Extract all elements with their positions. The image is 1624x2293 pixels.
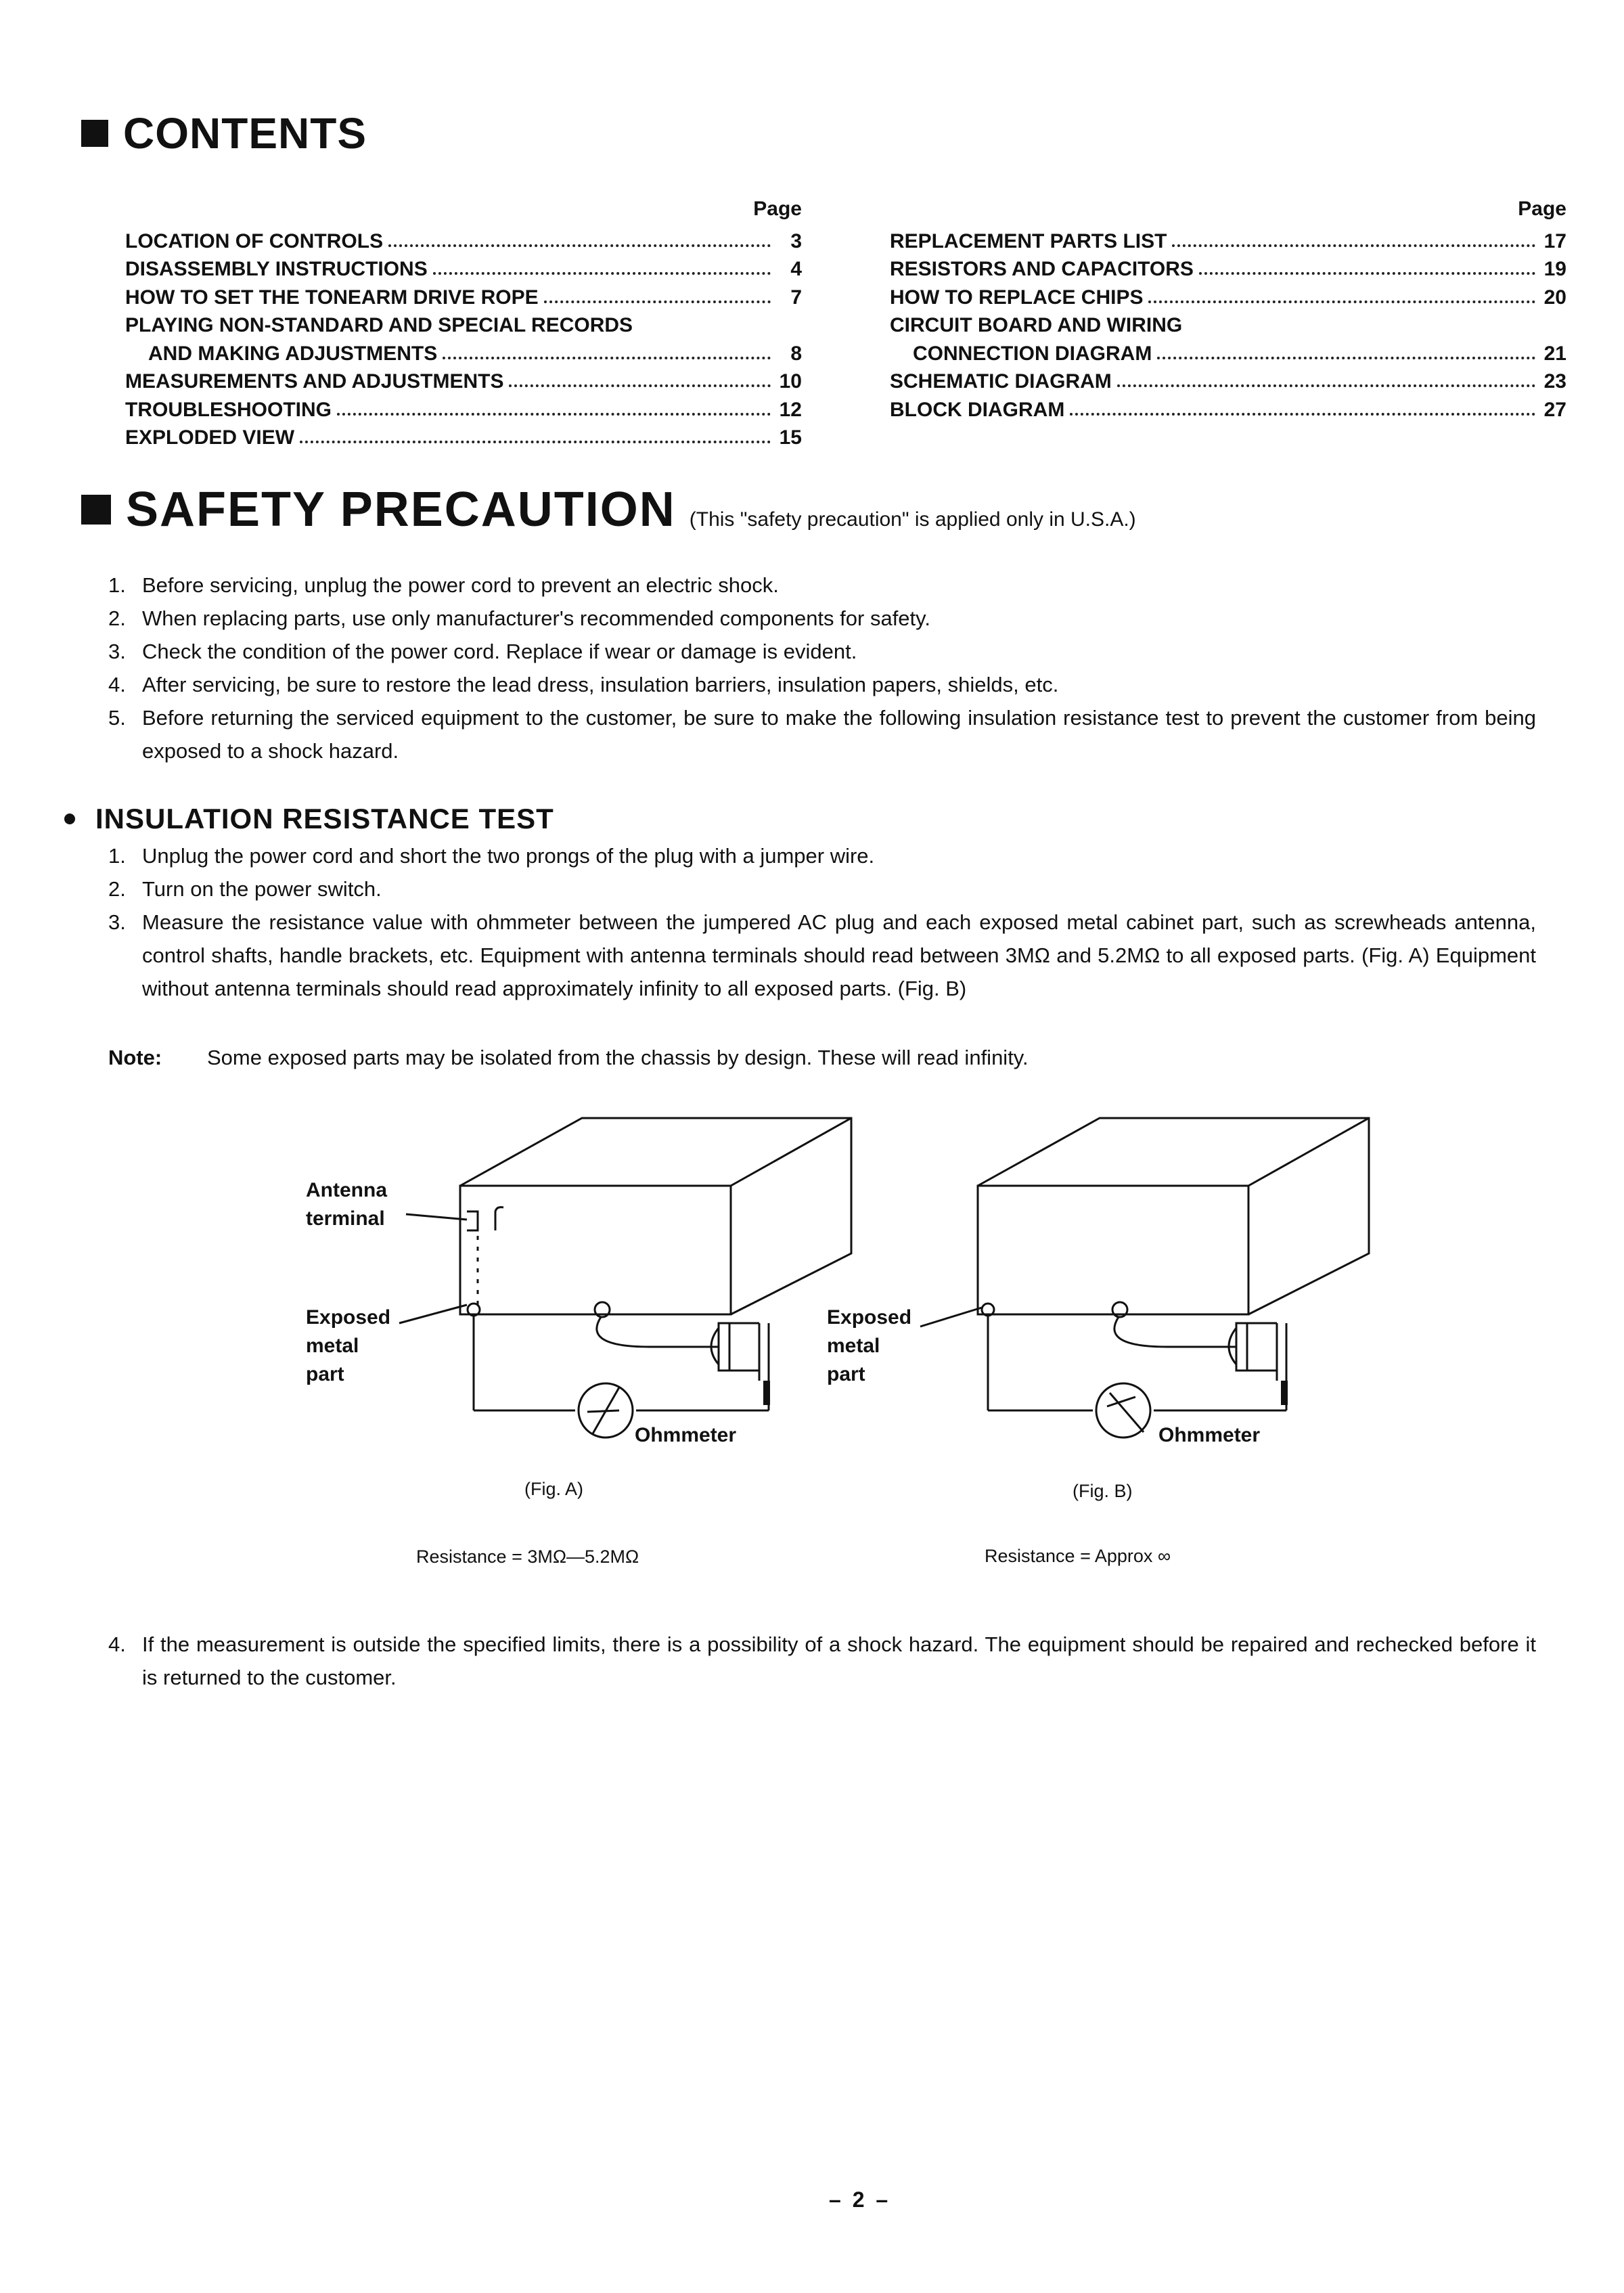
toc-entry[interactable]: HOW TO SET THE TONEARM DRIVE ROPE 7 [125,286,802,309]
note-label: Note: [108,1046,162,1069]
list-item: 3. Measure the resistance value with ohmmeter between the jumpered AC plug and each exposed metal cabinet part, such as screwheads antenna, control shafts, handle brackets, etc. Equipment with antenna terminals should read between 3MΩ and 5.2MΩ to all exposed parts. (Fig. A) Equipment without antenna terminals should read approximately infinity to all exposed parts. (Fig. B) [108,910,1536,1000]
list-item: 5. Before returning the serviced equipment to the customer, be sure to make the following insulation resistance test to prevent the customer from being exposed to a shock hazard. [108,706,1536,763]
toc-entry[interactable]: PLAYING NON-STANDARD AND SPECIAL RECORDS [125,314,633,336]
figure-a-meter-label: Ohmmeter [635,1424,737,1446]
safety-note: (This "safety precaution" is applied only in U.S.A.) [689,508,1136,531]
safety-title: SAFETY PRECAUTION [126,483,676,537]
toc-entry[interactable]: AND MAKING ADJUSTMENTS 8 [148,342,802,365]
figure-a-exposed-label: Exposed metal part [306,1306,391,1385]
toc-page-header: Page [1518,198,1566,220]
list-item: 3. Check the condition of the power cord. Replace if wear or damage is evident. [108,640,857,663]
figure-a-antenna-label: Antenna terminal [306,1179,387,1230]
list-item: 1. Before servicing, unplug the power cord to prevent an electric shock. [108,573,779,597]
figure-b-exposed-label: Exposed metal part [827,1306,912,1385]
toc-entry[interactable]: SCHEMATIC DIAGRAM 23 [890,370,1566,393]
list-item: 1. Unplug the power cord and short the two prongs of the plug with a jumper wire. [108,844,875,868]
toc-entry[interactable]: DISASSEMBLY INSTRUCTIONS 4 [125,258,802,280]
contents-title: CONTENTS [123,109,367,158]
toc-entry[interactable]: MEASUREMENTS AND ADJUSTMENTS 10 [125,370,802,393]
figure-b-caption: (Fig. B) [1073,1481,1133,1501]
final-item [108,1628,1536,1694]
figure-b-resistance: Resistance = Approx ∞ [985,1546,1171,1566]
toc-entry[interactable]: CONNECTION DIAGRAM 21 [913,342,1566,365]
toc-entry[interactable]: REPLACEMENT PARTS LIST 17 [890,229,1566,252]
toc-entry[interactable]: EXPLODED VIEW 15 [125,426,802,449]
toc-entry[interactable]: TROUBLESHOOTING 12 [125,398,802,421]
list-item: 2. Turn on the power switch. [108,877,382,901]
insulation-title: INSULATION RESISTANCE TEST [95,803,554,834]
figure-b-meter-label: Ohmmeter [1158,1424,1261,1446]
figure-a-caption: (Fig. A) [524,1479,584,1499]
toc-entry[interactable]: HOW TO REPLACE CHIPS 20 [890,286,1566,309]
note-text: Some exposed parts may be isolated from the chassis by design. These will read infinity. [207,1046,1029,1069]
toc-page-header: Page [753,198,802,220]
toc-entry[interactable]: BLOCK DIAGRAM 27 [890,398,1566,421]
page-number: – 2 – [829,2187,891,2212]
toc-entry[interactable]: RESISTORS AND CAPACITORS 19 [890,258,1566,280]
figure-a-resistance: Resistance = 3MΩ—5.2MΩ [416,1546,639,1567]
list-item: 4. If the measurement is outside the specified limits, there is a possibility of a shock hazard. The equipment should be repaired and rechecked before it is returned to the customer. [108,1632,1536,1689]
toc-entry[interactable]: CIRCUIT BOARD AND WIRING [890,314,1183,336]
toc-entry[interactable]: LOCATION OF CONTROLS 3 [125,229,802,252]
list-item: 4. After servicing, be sure to restore the lead dress, insulation barriers, insulation papers, shields, etc. [108,673,1059,696]
list-item: 2. When replacing parts, use only manufacturer's recommended components for safety. [108,606,930,630]
